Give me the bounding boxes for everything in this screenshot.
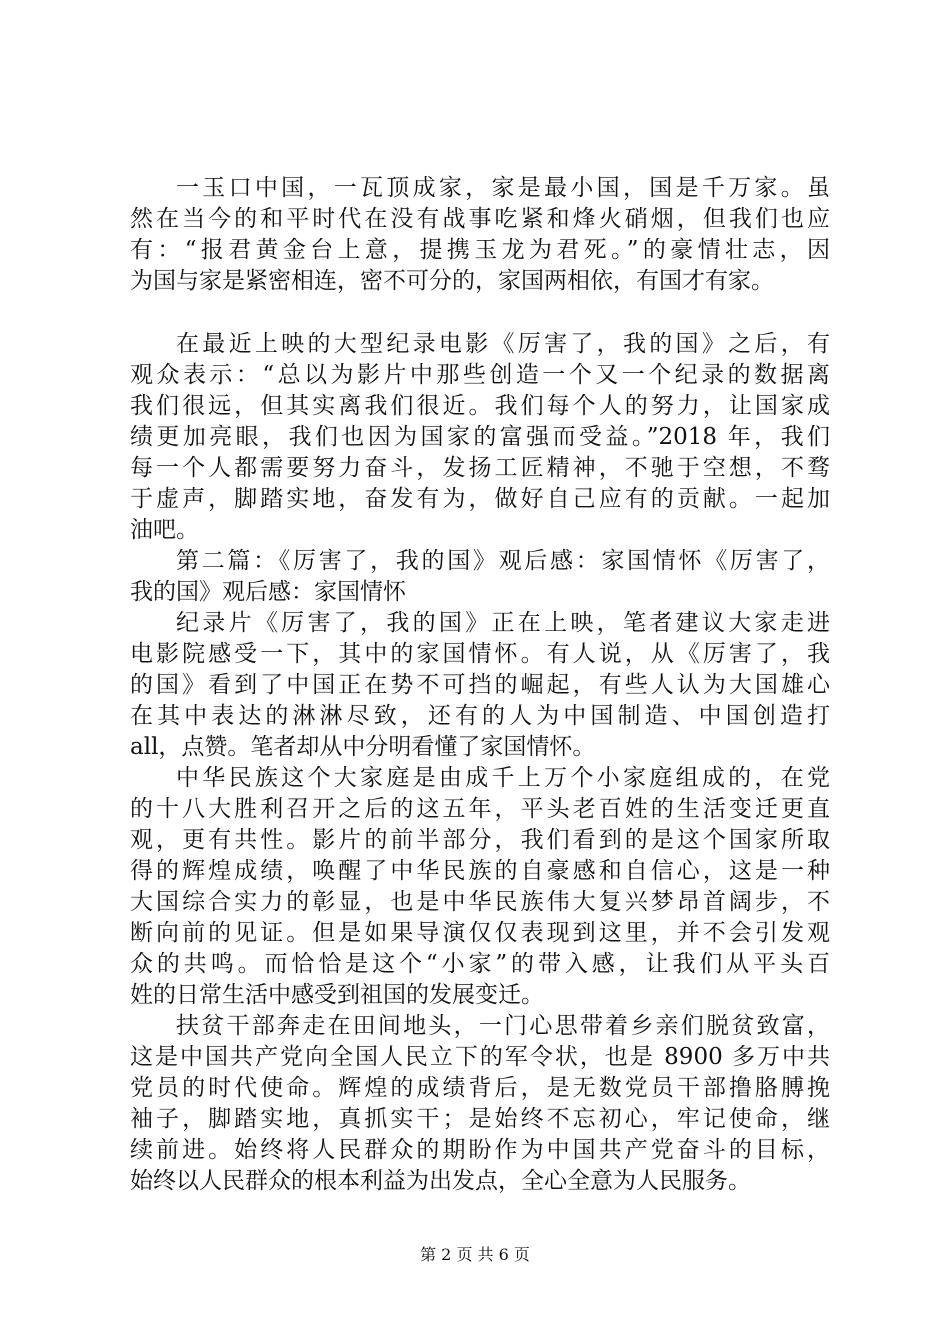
text-line: 袖子，脚踏实地，真抓实干；是始终不忘初心，牢记使命，继 [130, 1106, 830, 1132]
page-footer [0, 1244, 950, 1266]
page-number-label: 第 2 页 共 6 页 [420, 1245, 530, 1264]
text-line: 众的共鸣。而恰恰是这个“小家”的带入感，让我们从平头百 [130, 951, 830, 977]
text-line: 第二篇：《厉害了，我的国》观后感：家国情怀《厉害了， [176, 548, 830, 574]
text-line: 在最近上映的大型纪录电影《厉害了，我的国》之后，有 [176, 331, 830, 357]
text-line: 中华民族这个大家庭是由成千上万个小家庭组成的，在党 [176, 765, 830, 791]
text-line: 有：“报君黄金台上意，提携玉龙为君死。”的豪情壮志，因 [130, 237, 830, 263]
text-line: 的十八大胜利召开之后的这五年，平头老百姓的生活变迁更直 [130, 796, 830, 822]
text-line: 油吧。 [130, 517, 199, 543]
text-line: 姓的日常生活中感受到祖国的发展变迁。 [130, 982, 544, 1008]
text-line: 我们很远，但其实离我们很近。我们每个人的努力，让国家成 [130, 393, 830, 419]
text-line: 观众表示：“总以为影片中那些创造一个又一个纪录的数据离 [130, 362, 830, 388]
paragraph-4 [130, 763, 830, 1011]
text-line: all，点赞。笔者却从中分明看懂了家国情怀。 [130, 734, 596, 760]
text-line: 绩更加亮眼，我们也因为国家的富强而受益。”2018 年，我们 [130, 424, 830, 450]
text-line: 续前进。始终将人民群众的期盼作为中国共产党奋斗的目标， [130, 1137, 830, 1163]
text-line: 这是中国共产党向全国人民立下的军令状，也是 8900 多万中共 [130, 1044, 830, 1070]
text-line: 然在当今的和平时代在没有战事吃紧和烽火硝烟，但我们也应 [130, 206, 830, 232]
paragraph-5 [130, 1011, 830, 1197]
text-line: 我的国》观后感：家国情怀 [130, 579, 406, 605]
paragraph-1 [130, 173, 830, 297]
text-line: 观，更有共性。影片的前半部分，我们看到的是这个国家所取 [130, 827, 830, 853]
text-line: 纪录片《厉害了，我的国》正在上映，笔者建议大家走进 [176, 610, 830, 636]
text-line: 电影院感受一下，其中的家国情怀。有人说，从《厉害了，我 [130, 641, 830, 667]
text-line: 的国》看到了中国正在势不可挡的崛起，有些人认为大国雄心 [130, 672, 830, 698]
text-line: 断向前的见证。但是如果导演仅仅表现到这里，并不会引发观 [130, 920, 830, 946]
paragraph-3 [130, 608, 830, 763]
text-line: 始终以人民群众的根本利益为出发点，全心全意为人民服务。 [130, 1168, 751, 1194]
text-line: 于虚声，脚踏实地，奋发有为，做好自己应有的贡献。一起加 [130, 486, 830, 512]
text-line: 一玉口中国，一瓦顶成家，家是最小国，国是千万家。虽 [176, 175, 830, 201]
paragraph-2 [130, 329, 830, 546]
text-line: 在其中表达的淋淋尽致，还有的人为中国制造、中国创造打 [130, 703, 830, 729]
text-line: 为国与家是紧密相连，密不可分的，家国两相依，有国才有家。 [130, 268, 774, 294]
section-heading [130, 546, 830, 608]
text-line: 党员的时代使命。辉煌的成绩背后，是无数党员干部撸胳膊挽 [130, 1075, 830, 1101]
text-line: 得的辉煌成绩，唤醒了中华民族的自豪感和自信心，这是一种 [130, 858, 830, 884]
text-line: 大国综合实力的彰显，也是中华民族伟大复兴梦昂首阔步，不 [130, 889, 830, 915]
text-line: 扶贫干部奔走在田间地头，一门心思带着乡亲们脱贫致富， [176, 1013, 830, 1039]
text-line: 每一个人都需要努力奋斗，发扬工匠精神，不驰于空想，不骛 [130, 455, 830, 481]
